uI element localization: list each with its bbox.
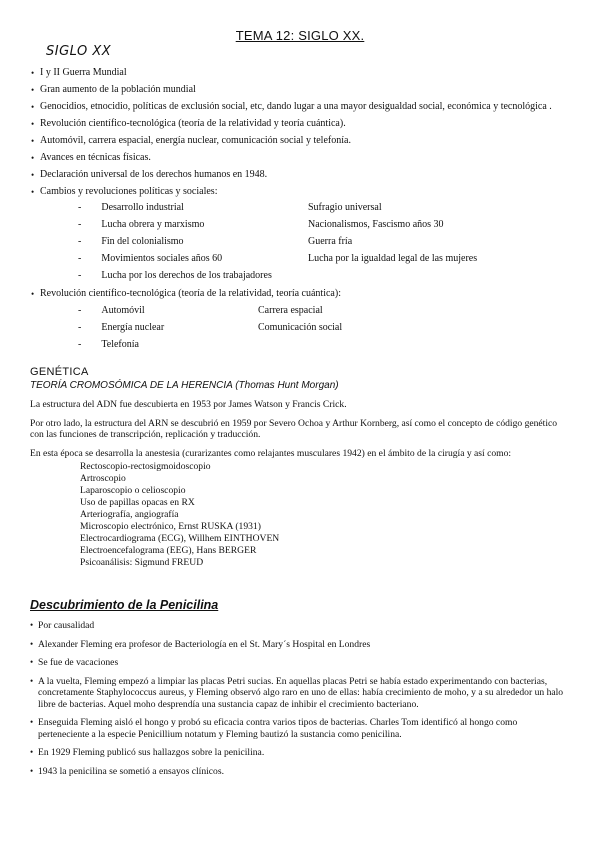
list-item: Uso de papillas opacas en RX [80,497,195,508]
list-item: • Cambios y revoluciones políticas y sociales: [30,186,570,198]
paragraph: En esta época se desarrolla la anestesia (curarizantes como relajantes musculares 1942) en el ámbito de la cirugía y así como: [30,447,512,459]
list-item: Artroscopio [80,473,126,484]
list-item: • A la vuelta, Fleming empezó a limpiar las placas Petri sucias. En aquellas placas Petri se había estado experimentando con bacterias, concretamente Staphylococcus aureus, y Fleming observó algo raro en uno de ellas: había crecimiento de moho, y a su alrededor un halo libre de bacterias. Aquel moho desprendía una sustancia capaz de inhibir el crecimiento bacteriano. [30,676,570,711]
list-item: • En 1929 Fleming publicó sus hallazgos sobre la penicilina. [30,747,570,759]
list-item: • Automóvil, carrera espacial, energía nuclear, comunicación social y telefonía. [30,135,570,147]
siglo-heading: SIGLO XX [46,44,112,59]
penicilina-heading: Descubrimiento de la Penicilina [30,598,219,612]
list-item: • I y II Guerra Mundial [30,67,570,79]
list-item: Electrocardiograma (ECG), Willhem EINTHOVEN [80,533,280,544]
revolucion-item: Carrera espacial [258,305,323,316]
cambios-item: Guerra fría [308,236,353,247]
list-item: Arteriografía, angiografía [80,509,179,520]
cambios-item: Lucha por la igualdad legal de las mujeres [308,253,478,264]
paragraph: Por otro lado, la estructura del ARN se descubrió en 1959 por Severo Ochoa y Arthur Kornberg, así como el concepto de código genético con las funciones de transcripción, replicación y traducción. [30,417,558,440]
list-item: • Revolución científico-tecnológica (teoría de la relatividad, teoría cuántica): [30,288,570,300]
list-item: • Declaración universal de los derechos humanos en 1948. [30,169,570,181]
paragraph: La estructura del ADN fue descubierta en 1953 por James Watson y Francis Crick. [30,399,347,410]
page-title: TEMA 12: SIGLO XX. [235,28,365,43]
cambios-item: - Fin del colonialismo [78,233,258,250]
list-item: • Se fue de vacaciones [30,657,570,669]
revolucion-item: - Automóvil [78,302,258,319]
genetica-heading: GENÉTICA [30,366,89,378]
revolucion-item: Comunicación social [258,322,343,333]
genetica-body [30,399,570,569]
revolucion-list [78,302,570,353]
list-item: Rectoscopio-rectosigmoidoscopio [80,461,211,472]
cambios-item: - Movimientos sociales años 60 [78,250,258,267]
techniques-list [80,461,570,569]
list-item: Electroencefalograma (EEG), Hans BERGER [80,545,257,556]
list-item: • 1943 la penicilina se sometió a ensayos clínicos. [30,766,570,778]
list-item: • Avances en técnicas físicas. [30,152,570,164]
list-item: • Genocidios, etnocidio, políticas de exclusión social, etc, dando lugar a una mayor desigualdad social, económica y tecnológica . [30,101,570,113]
list-item: Microscopio electrónico, Ernst RUSKA (1931) [80,521,261,532]
list-item: • Por causalidad [30,620,570,632]
revolucion-item: - Telefonía [78,336,258,353]
cambios-item: - Lucha por los derechos de los trabajadores [78,267,570,284]
list-item: • Revolución científico-tecnológica (teoría de la relatividad y teoría cuántica). [30,118,570,130]
list-item: Psicoanálisis: Sigmund FREUD [80,557,204,568]
cambios-item: - Lucha obrera y marxismo [78,216,258,233]
siglo-bullet-list [30,67,570,353]
cambios-item: Nacionalismos, Fascismo años 30 [308,219,444,230]
list-item: • Gran aumento de la población mundial [30,84,570,96]
cambios-list [78,199,570,284]
cambios-item: Sufragio universal [308,202,382,213]
penicilina-list [30,620,570,784]
list-item: Laparoscopio o celioscopio [80,485,186,496]
list-item: • Enseguida Fleming aisló el hongo y probó su eficacia contra varios tipos de bacterias. Charles Tom identificó al hongo como perteneciente a la especie Penicillium notatum y Fleming bautizó la sustancia como penicilina. [30,717,570,740]
list-item: • Alexander Fleming era profesor de Bacteriología en el St. Mary´s Hospital en Londres [30,639,570,651]
revolucion-item: - Energía nuclear [78,319,258,336]
cambios-item: - Desarrollo industrial [78,199,258,216]
genetica-subheading: TEORÍA CROMOSÓMICA DE LA HERENCIA (Thomas Hunt Morgan) [30,380,339,391]
